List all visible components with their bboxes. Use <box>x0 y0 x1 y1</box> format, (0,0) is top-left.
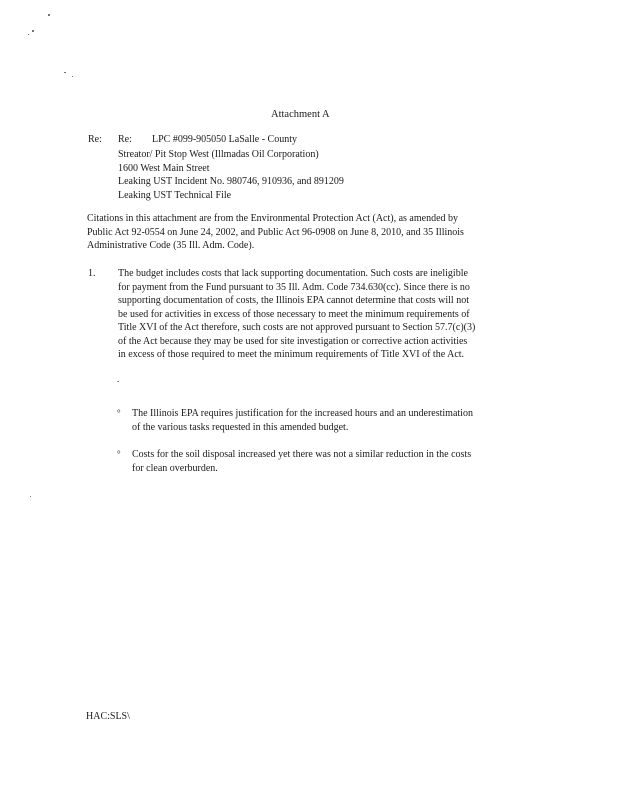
site-address: 1600 West Main Street <box>118 162 210 174</box>
author-initials: HAC:SLS\ <box>86 711 130 722</box>
re-label-secondary: Re: <box>118 134 132 145</box>
attachment-title: Attachment A <box>271 109 330 120</box>
scan-speck <box>28 34 29 35</box>
citation-paragraph <box>87 212 464 253</box>
incident-numbers: Leaking UST Incident No. 980746, 910936, and 891209 <box>118 176 344 187</box>
item-line: The budget includes costs that lack supporting documentation. Such costs are ineligible <box>118 268 468 279</box>
citation-line: Public Act 92-0554 on June 24, 2002, and Public Act 96-0908 on June 8, 2010, and 35 Illinois <box>87 226 464 238</box>
item-line: be used for activities in excess of those necessary to meet the minimum requirements of <box>118 308 470 320</box>
citation-line: Citations in this attachment are from the Environmental Protection Act (Act), as amended by <box>87 213 459 224</box>
site-name: Streator/ Pit Stop West (Illmadas Oil Corporation) <box>118 149 319 160</box>
bullet-line: The Illinois EPA requires justification for the increased hours and an underestimation <box>132 408 473 419</box>
scan-speck <box>72 76 73 77</box>
scan-speck <box>64 72 66 73</box>
item-line: of the Act because they may be used for site investigation or corrective action activities <box>118 335 468 347</box>
item-line: in excess of those required to meet the minimum requirements of Title XVI of the Act. <box>118 349 465 360</box>
bullet-2-text <box>132 448 471 475</box>
item-number: 1. <box>88 268 96 279</box>
item-line: Title XVI of the Act therefore, such costs are not approved pursuant to Section 57.7(c)(3) <box>118 322 476 333</box>
bullet-1-icon: ° <box>117 408 121 418</box>
bullet-1-text <box>132 407 473 434</box>
bullet-2-icon: ° <box>117 449 121 459</box>
bullet-line: for clean overburden. <box>132 462 218 474</box>
scan-speck <box>48 14 50 16</box>
item-1-paragraph <box>118 267 475 362</box>
lpc-reference: LPC #099-905050 LaSalle - County <box>152 134 297 145</box>
technical-file: Leaking UST Technical File <box>118 189 232 201</box>
stray-dot: . <box>117 374 120 384</box>
item-line: supporting documentation of costs, the Illinois EPA cannot determine that costs will not <box>118 295 469 306</box>
citation-line: Administrative Code (35 Ill. Adm. Code). <box>87 240 255 251</box>
bullet-line: Costs for the soil disposal increased yet there was not a similar reduction in the costs <box>132 449 472 460</box>
bullet-line: of the various tasks requested in this amended budget. <box>132 421 349 433</box>
site-reference-block <box>118 148 344 202</box>
scan-speck <box>30 496 31 497</box>
scan-speck <box>32 30 34 32</box>
item-line: for payment from the Fund pursuant to 35 Ill. Adm. Code 734.630(cc). Since there is no <box>118 281 470 293</box>
re-label: Re: <box>88 134 102 145</box>
